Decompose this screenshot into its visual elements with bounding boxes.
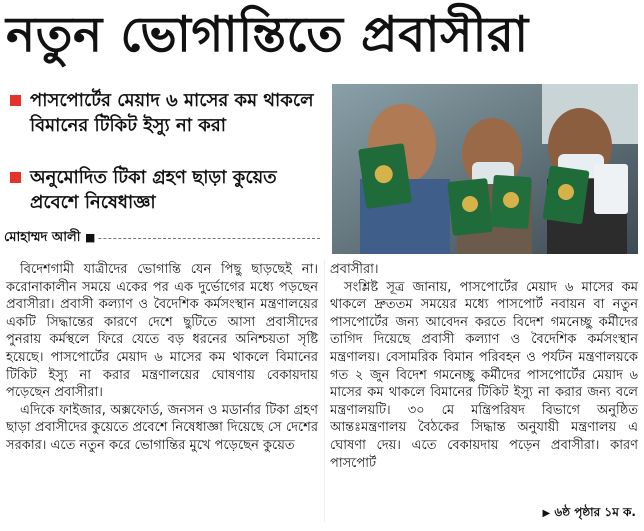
bullet-square-icon	[10, 95, 21, 106]
continuation-note	[543, 502, 637, 524]
continuation-text: ৬ষ্ঠ পৃষ্ঠার ১ম ক.	[554, 505, 636, 519]
passport-holders-photo	[332, 84, 638, 254]
byline-mark-icon: ■	[84, 231, 96, 244]
headline: নতুন ভোগান্তিতে প্রবাসীরা	[6, 6, 529, 63]
highlight-item	[6, 88, 326, 138]
continuation-arrow-icon: ▶	[542, 508, 551, 519]
article-paragraph: এদিকে ফাইজার, অক্সফোর্ড, জনসন ও মডার্নার টিকা গ্রহণ ছাড়া প্রবাসীদের কুয়েতে প্রবেশে নিষেধাজ্ঞা দিয়েছে সে দেশের সরকার। এতে নতুন করে ভোগান্তির মুখে পড়েছেন কুয়েত	[6, 402, 318, 453]
bullet-square-icon	[10, 172, 21, 183]
column-divider	[324, 260, 325, 522]
highlight-text: পাসপোর্টের মেয়াদ ৬ মাসের কম থাকলে বিমানের টিকিট ইস্যু না করা	[30, 90, 314, 136]
article-column-left	[6, 261, 318, 455]
article-paragraph: বিদেশগামী যাত্রীদের ভোগান্তি যেন পিছু ছাড়ছেই না। করোনাকালীন সময়ে একের পর এক দুর্ভোগের মধ্যে পড়ছেন প্রবাসীরা। প্রবাসী কল্যাণ ও বৈদেশিক কর্মসংস্থান মন্ত্রণালয়ের একটি সিদ্ধান্তের কারণে দেশে ছুটিতে আসা প্রবাসীদের পুনরায় কর্মস্থলে ফিরে যেতে বড় ধরনের অনিশ্চয়তা সৃষ্টি হয়েছে। পাসপোর্টের মেয়াদ ৬ মাসের কম থাকলে বিমানের টিকিট ইস্যু না করার মন্ত্রণালয়ের ঘোষণায় বেকায়দায় পড়েছেন প্রবাসীরা।	[6, 262, 318, 401]
byline	[4, 228, 320, 250]
article-column-right	[330, 261, 638, 472]
highlight-item	[6, 165, 326, 215]
article-paragraph: প্রবাসীরা।	[330, 262, 379, 277]
highlight-text: অনুমোদিত টিকা গ্রহণ ছাড়া কুয়েত প্রবেশে নিষেধাজ্ঞা	[30, 167, 277, 213]
byline-name: মোহাম্মদ আলী	[4, 230, 81, 245]
article-paragraph: সংশ্লিষ্ট সূত্র জানায়, পাসপোর্টের মেয়াদ ৬ মাসের কম থাকলে দ্রুততম সময়ের মধ্যে পাসপোর্ট নবায়ন বা নতুন পাসপোর্টের জন্য আবেদন করতে বিদেশ গমনেচ্ছু কর্মীদের তাগিদ দিয়েছে প্রবাসী কল্যাণ ও বৈদেশিক কর্মসংস্থান মন্ত্রণালয়। বেসামরিক বিমান পরিবহন ও পর্যটন মন্ত্রণালয়কে গত ২ জুন বিদেশ গমনেচ্ছু কর্মীদের পাসপোর্টের মেয়াদ ৬ মাসের কম থাকলে বিমানের টিকিট ইস্যু না করার জন্য বলে মন্ত্রণালয়টি। ৩০ মে মন্ত্রিপরিষদ বিভাগে অনুষ্ঠিত আন্তঃমন্ত্রণালয় বৈঠকের সিদ্ধান্ত অনুযায়ী মন্ত্রণালয় এ ঘোষণা দেয়। এতে বেকায়দায় পড়েন প্রবাসীরা। কারণ পাসপোর্ট	[330, 279, 638, 471]
